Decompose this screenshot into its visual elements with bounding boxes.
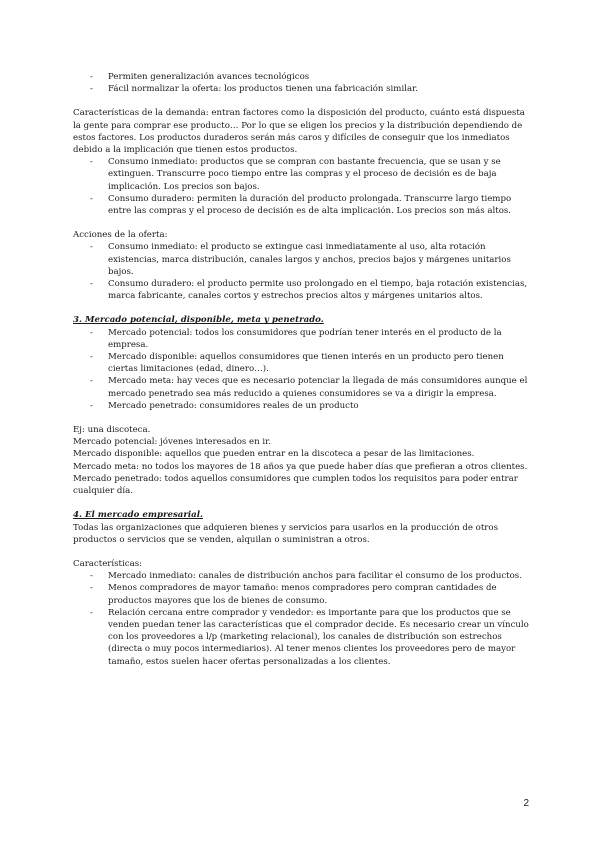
- list-item: - Relación cercana entre comprador y vendedor: es importante para que los productos que se venden puedan tener las características que el comprador decide. Es necesario crear un vínculo con los proveedores a l/p (marketing relacional), los canales de distribución son estrechos (directa o muy pocos intermediarios). Al tener menos clientes los proveedores pero de mayor tamaño, estos suelen hacer ofertas personalizadas a los clientes.: [73, 607, 533, 668]
- supply-list: [73, 241, 533, 302]
- features-list: [73, 570, 533, 668]
- example-line: Mercado disponible: aquellos que pueden entrar en la discoteca a pesar de las limitaciones.: [73, 449, 475, 460]
- example-line: Mercado penetrado: todos aquellos consumidores que cumplen todos los requisitos para poder entrar cualquier día.: [73, 473, 518, 497]
- page-number: 2: [523, 798, 529, 809]
- list-item: - Menos compradores de mayor tamaño: menos compradores pero compran cantidades de productos mayores que los de bienes de consumo.: [73, 582, 533, 606]
- demand-intro: Características de la demanda: entran factores como la disposición del producto, cuánto está dispuesta la gente para comprar ese producto… Por lo que se eligen los precios y la distribución dependiendo de estos factores. Los productos duraderos serán más caros y difíciles de conseguir que los inmediatos debido a la implicación que tienen estos productos.: [73, 108, 525, 156]
- list-item: - Mercado inmediato: canales de distribución anchos para facilitar el consumo de los productos.: [73, 570, 533, 582]
- list-item: - Mercado penetrado: consumidores reales de un producto: [73, 400, 533, 412]
- section-3-heading: 3. Mercado potencial, disponible, meta y penetrado.: [73, 315, 324, 326]
- supply-title: Acciones de la oferta:: [73, 230, 168, 241]
- list-item: - Consumo duradero: permiten la duración del producto prolongada. Transcurre largo tiempo entre las compras y el proceso de decisión es de alta implicación. Los precios son más altos.: [73, 193, 533, 217]
- features-title: Características:: [73, 558, 142, 569]
- section-4-heading: 4. El mercado empresarial.: [73, 510, 203, 521]
- list-item: - Consumo inmediato: el producto se extingue casi inmediatamente al uso, alta rotación existencias, marca distribución, canales largos y anchos, precios bajos y márgenes unitarios bajos.: [73, 241, 533, 278]
- list-item: - Consumo duradero: el producto permite uso prolongado en el tiempo, baja rotación existencias, marca fabricante, canales cortos y estrechos precios altos y márgenes unitarios altos.: [73, 278, 533, 302]
- list-item: - Mercado potencial: todos los consumidores que podrían tener interés en el producto de la empresa.: [73, 327, 533, 351]
- list-item: - Consumo inmediato: productos que se compran con bastante frecuencia, que se usan y se extinguen. Transcurre poco tiempo entre las compras y el proceso de decisión es de baja implicación. Los precios son bajos.: [73, 156, 533, 193]
- list-item: - Mercado disponible: aquellos consumidores que tienen interés en un producto pero tienen ciertas limitaciones (edad, dinero…).: [73, 351, 533, 375]
- example-line: Mercado meta: no todos los mayores de 18 años ya que puede haber días que prefieran a otros clientes.: [73, 461, 528, 472]
- example-line: Ej: una discoteca.: [73, 425, 151, 436]
- top-list: [73, 71, 533, 95]
- list-item: - Mercado meta: hay veces que es necesario potenciar la llegada de más consumidores aunque el mercado penetrado sea más reducido a quienes consumidores se va a dirigir la empresa.: [73, 375, 533, 399]
- section-3-list: [73, 327, 533, 412]
- list-item: - Fácil normalizar la oferta: los productos tienen una fabricación similar.: [73, 83, 533, 95]
- section-4-intro: Todas las organizaciones que adquieren bienes y servicios para usarlos en la producción de otros productos o servicios que se venden, alquilan o suministran a otros.: [73, 522, 498, 545]
- example-line: Mercado potencial: jóvenes interesados en ir.: [73, 437, 272, 448]
- list-item: - Permiten generalización avances tecnológicos: [73, 71, 533, 83]
- document-page: [73, 71, 533, 668]
- demand-list: [73, 156, 533, 217]
